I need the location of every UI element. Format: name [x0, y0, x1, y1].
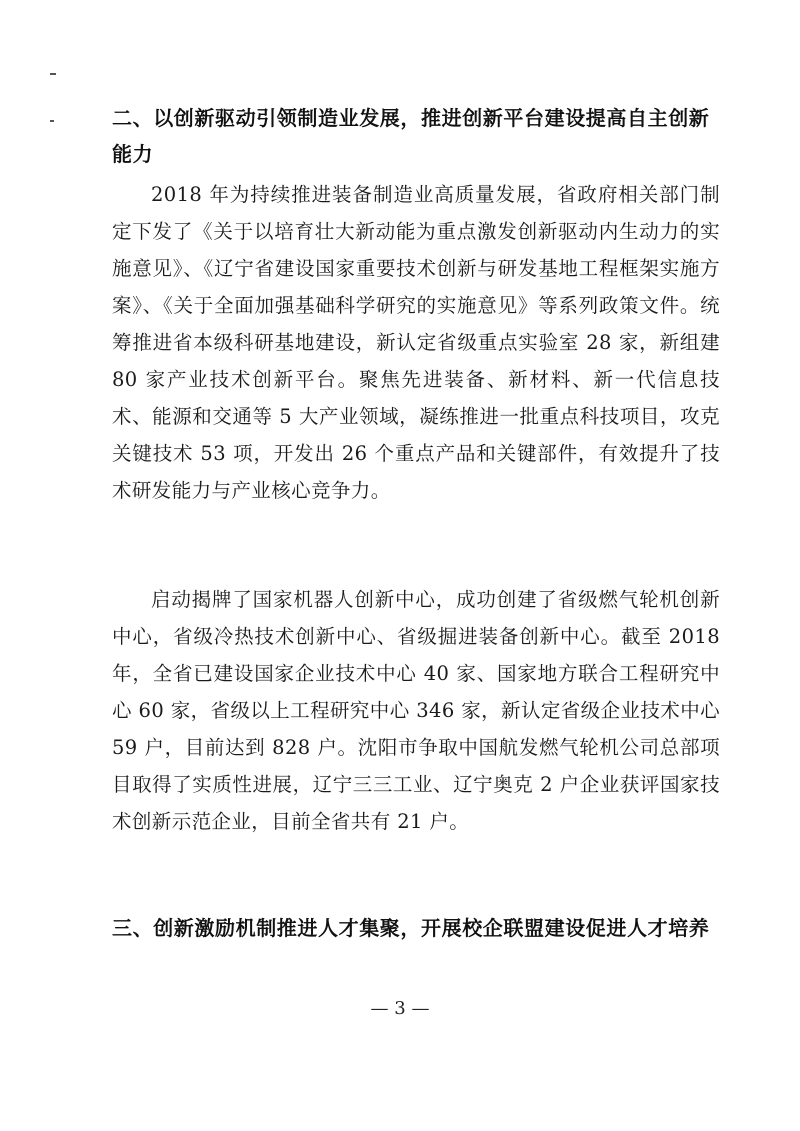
- paragraph-2: 启动揭牌了国家机器人创新中心，成功创建了省级燃气轮机创新中心，省级冷热技术创新中心、省级掘进装备创新中心。截至 2018 年，全省已建设国家企业技术中心 40 家、国家地方联合工程研究中心 60 家，省级以上工程研究中心 346 家，新认定省级企业技术中心 59 户，目前达到 828 户。沈阳市争取中国航发燃气轮机公司总部项目取得了实质性进展，辽宁三三工业、辽宁奥克 2 户企业获评国家技术创新示范企业，目前全省共有 21 户。: [112, 588, 720, 833]
- page-number: — 3 —: [370, 998, 430, 1019]
- paragraph-1: 2018 年为持续推进装备制造业高质量发展，省政府相关部门制定下发了《关于以培育壮大新动能为重点激发创新驱动内生动力的实施意见》、《辽宁省建设国家重要技术创新与研发基地工程框架实施方案》、《关于全面加强基础科学研究的实施意见》等系列政策文件。统筹推进省本级科研基地建设，新认定省级重点实验室 28 家，新组建 80 家产业技术创新平台。聚焦先进装备、新材料、新一代信息技术、能源和交通等 5 大产业领域，凝练推进一批重点科技项目，攻克关键技术 53 项，开发出 26 个重点产品和关键部件，有效提升了技术研发能力与产业核心竞争力。: [112, 183, 720, 502]
- section-2-heading: 二、以创新驱动引领制造业发展，推进创新平台建设提高自主创新能力: [112, 106, 710, 166]
- margin-mark: [50, 73, 56, 75]
- section-3-heading: 三、创新激励机制推进人才集聚，开展校企联盟建设促进人才培养: [112, 916, 710, 940]
- margin-mark: [50, 120, 54, 122]
